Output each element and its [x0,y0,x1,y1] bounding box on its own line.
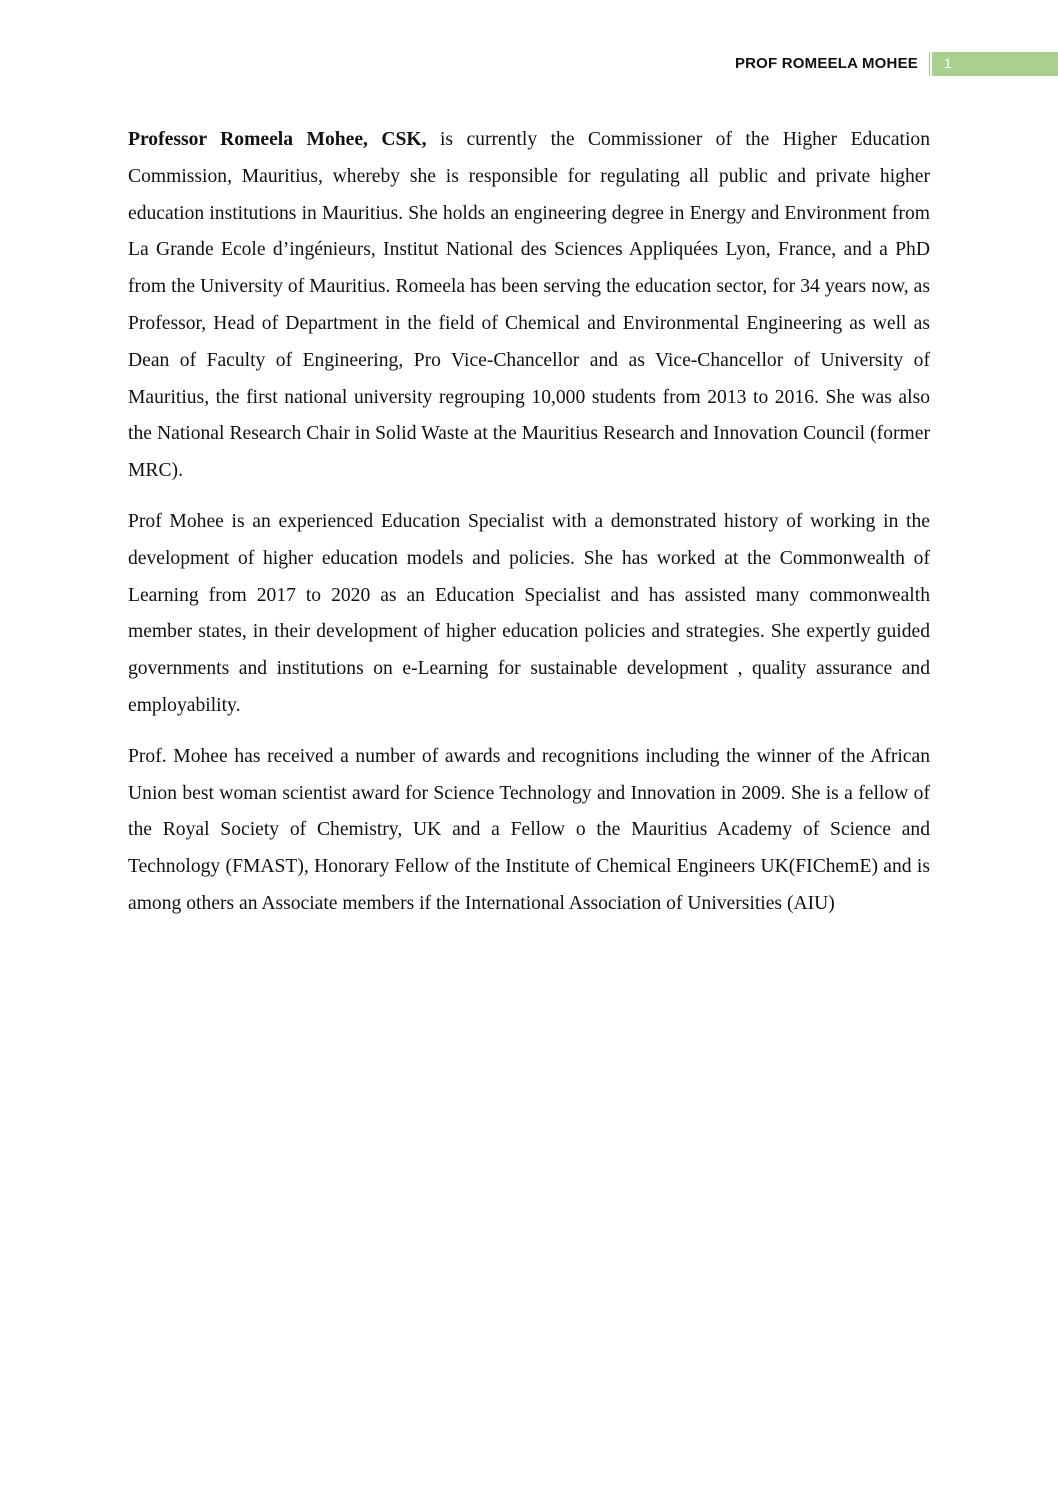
paragraph-intro-text: is currently the Commissioner of the Higher Education Commission, Mauritius, whereby she is responsible for regulating all public and private higher education institutions in Mauritius. She holds an engineering degree in Energy and Environment from La Grande Ecole d’ingénieurs, Institut National des Sciences Appliquées Lyon, France, and a PhD from the University of Mauritius. Romeela has been serving the education sector, for 34 years now, as Professor, Head of Department in the field of Chemical and Environmental Engineering as well as Dean of Faculty of Engineering, Pro Vice-Chancellor and as Vice-Chancellor of University of Mauritius, the first national university regrouping 10,000 students from 2013 to 2016. She was also the National Research Chair in Solid Waste at the Mauritius Research and Innovation Council (former MRC). [128,129,931,482]
paragraph-awards: Prof. Mohee has received a number of awards and recognitions including the winner of the African Union best woman scientist award for Science Technology and Innovation in 2009. She is a fellow of the Royal Society of Chemistry, UK and a Fellow o the Mauritius Academy of Science and Technology (FMAST), Honorary Fellow of the Institute of Chemical Engineers UK(FIChemE) and is among others an Associate members if the International Association of Universities (AIU) [128,745,930,914]
paragraph-intro [128,122,930,490]
page-number-badge [932,52,1058,76]
bold-lead-name: Professor Romeela Mohee, CSK, [128,129,427,150]
paragraph-experience: Prof Mohee is an experienced Education Specialist with a demonstrated history of working in the development of higher education models and policies. She has worked at the Commonwealth of Learning from 2017 to 2020 as an Education Specialist and has assisted many commonwealth member states, in their development of higher education policies and strategies. She expertly guided governments and institutions on e-Learning for sustainable development , quality assurance and employability. [128,510,930,716]
header-divider [929,52,930,76]
document-body [128,122,930,937]
page-header-title: PROF ROMEELA MOHEE [734,55,918,72]
page-number: 1 [944,55,952,71]
